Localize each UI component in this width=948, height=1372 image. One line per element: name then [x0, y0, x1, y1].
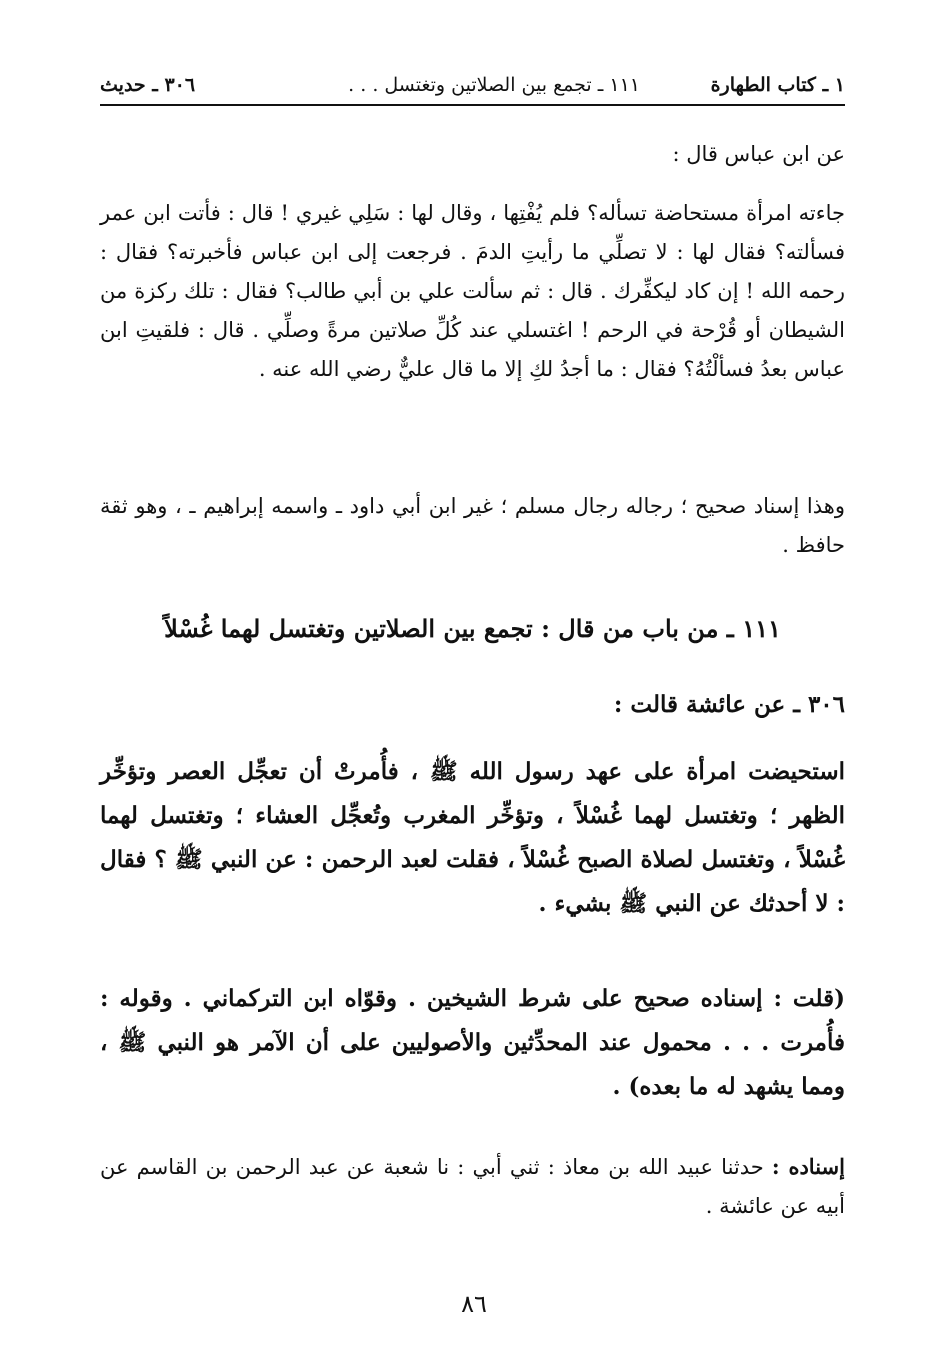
editor-note: (قلت : إسناده صحيح على شرط الشيخين . وقوّاه ابن التركماني . وقوله : فأُمرت . . . محمول عند المحدِّثين والأصوليين على أن الآمر هو النبي ﷺ ، ومما يشهد له ما بعده) .: [100, 985, 845, 1100]
hadith-number-line: ٣٠٦ ـ عن عائشة قالت :: [613, 691, 845, 718]
header-rule: [100, 104, 845, 106]
header-book-title: ١ ـ كتاب الطهارة: [710, 74, 845, 96]
running-header: [100, 68, 845, 108]
page-number: ٨٦: [461, 1290, 487, 1318]
paragraph-narration: جاءته امرأة مستحاضة تسأله؟ فلم يُفْتِها ، وقال لها : سَلِي غيري ! قال : فأتت ابن عمر فسألته؟ فقال لها : لا تصلِّي ما رأيتِ الدمَ . فرجعت إلى ابن عباس فأخبرته؟ فقال : رحمه الله ! إن كاد ليكفِّرك . قال : ثم سألت علي بن أبي طالب؟ فقال : تلك ركزة من الشيطان أو قُرْحة في الرحم ! اغتسلي عند كُلِّ صلاتين مرةً وصلِّي . قال : فلقيتِ ابن عباس بعدُ فسألْتُهُ؟ فقال : ما أجدُ لكِ إلا ما قال عليٌّ رضي الله عنه .: [100, 201, 845, 381]
isnad-paragraph: [100, 1147, 845, 1226]
hadith-text: استحيضت امرأة على عهد رسول الله ﷺ ، فأُمرتْ أن تعجِّل العصر وتؤخِّر الظهر ؛ وتغتسل لهما غُسْلاً ، وتؤخِّر المغرب وتُعجِّل العشاء ؛ وتغتسل لهما غُسْلاً ، وتغتسل لصلاة الصبح غُسْلاً ، فقلت لعبد الرحمن : عن النبي ﷺ ؟ فقال : لا أحدثك عن النبي ﷺ بشيء .: [100, 758, 845, 917]
header-chapter-title: ١١١ ـ تجمع بين الصلاتين وتغتسل . . .: [348, 74, 640, 96]
paragraph-grading: وهذا إسناد صحيح ؛ رجاله رجال مسلم ؛ غير ابن أبي داود ـ واسمه إبراهيم ـ ، وهو ثقة حافظ .: [100, 494, 845, 557]
chapter-heading: ١١١ ـ من باب من قال : تجمع بين الصلاتين وتغتسل لهما غُسْلاً: [164, 614, 781, 643]
intro-line: عن ابن عباس قال :: [672, 142, 845, 166]
isnad-text: حدثنا عبيد الله بن معاذ : ثني أبي : نا شعبة عن عبد الرحمن بن القاسم عن أبيه عن عائشة .: [100, 1155, 845, 1218]
header-hadith-number: ٣٠٦ ـ حديث: [100, 74, 196, 96]
isnad-label: إسناده :: [771, 1154, 845, 1179]
